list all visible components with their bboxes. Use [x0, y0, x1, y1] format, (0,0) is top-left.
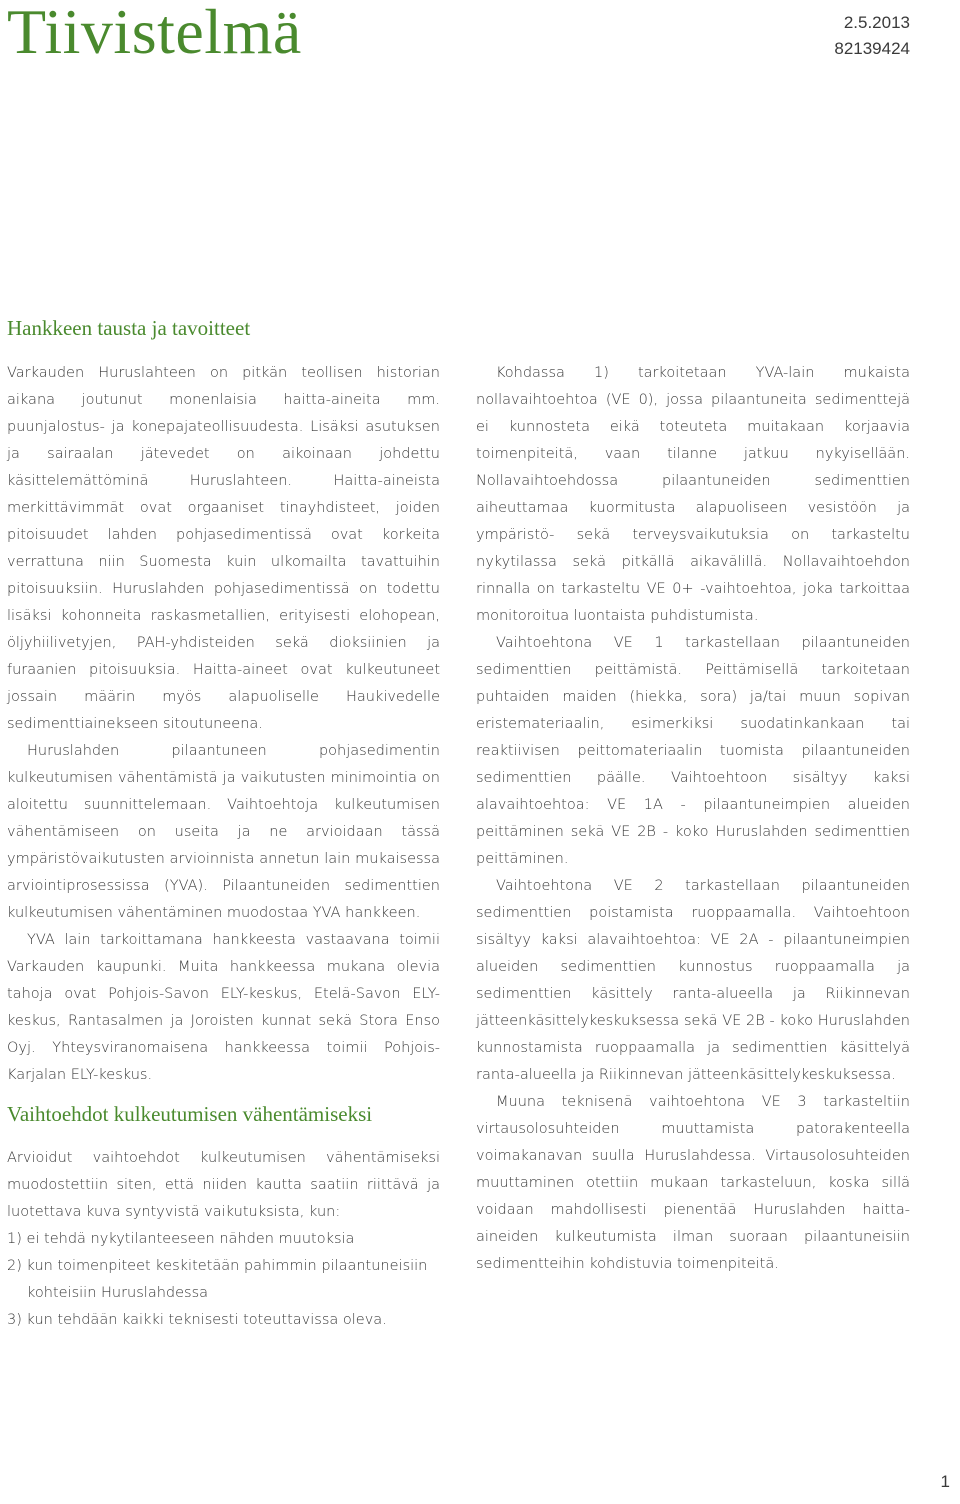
left-column-section1 — [7, 360, 440, 1089]
list-item-text: 3) kun tehdään kaikki teknisesti toteuttavissa oleva. — [7, 1312, 387, 1328]
list-item-text: 1) ei tehdä nykytilanteeseen nähden muutoksia — [7, 1231, 355, 1247]
paragraph: Kohdassa 1) tarkoitetaan YVA-lain mukaista nollavaihtoehtoa (VE 0), jossa pilaantuneita sedimenttejä ei kunnosteta eikä toteuteta muitakaan korjaavia toimenpiteitä, vaan tilanne jatkuu nykyisellään. Nollavaihtoehdossa pilaantuneiden sedimenttien aiheuttamaa kuormitusta alapuoliseen vesistöön ja ympäristö- sekä terveysvaikutuksia on tarkasteltu nykytilassa sekä pitkällä aikavälillä. Nollavaihtoehdon rinnalla on tarkasteltu VE 0+ -vaihtoehtoa, joka tarkoittaa monitoroitua luontaista puhdistumista. — [476, 365, 910, 624]
list-item — [7, 1307, 440, 1334]
document-date: 2.5.2013 — [843, 13, 910, 32]
paragraph: Arvioidut vaihtoehdot kulkeutumisen vähentämiseksi muodostettiin siten, että niiden kautta saatiin riittävä ja luotettava kuva syntyvistä vaikutuksista, kun: — [7, 1150, 440, 1220]
paragraph: Muuna teknisenä vaihtoehtona VE 3 tarkasteltiin virtausolosuhteiden muuttamista patorakenteella voimakanavan suulla Huruslahdessa. Virtausolosuhteiden muuttaminen otettiin mukaan tarkasteluun, koska sillä voidaan mahdollisesti pienentää Huruslahden haitta-aineiden kulkeutumista ilman suoraan pilaantuneisiin sedimentteihin kohdistuvia toimenpiteitä. — [476, 1094, 910, 1272]
page-number: 1 — [940, 1472, 950, 1491]
list-item — [7, 1253, 440, 1307]
document-meta — [834, 10, 910, 62]
paragraph: Varkauden Huruslahteen on pitkän teollisen historian aikana joutunut monenlaisia haitta-aineita mm. puunjalostus- ja konepajateollisuudesta. Lisäksi asutuksen ja sairaalan jätevedet on aikoinaan johdettu käsittelemättöminä Huruslahteen. Haitta-aineista merkittävimmät ovat orgaaniset tinayhdisteet, joiden pitoisuudet lahden pohjasedimentissä ovat korkeita verrattuna niin Suomesta kuin ulkomailta tavattuihin pitoisuuksiin. Huruslahden pohjasedimentissä on todettu lisäksi kohonneita raskasmetallien, erityisesti elohopean, öljyhiilivetyjen, PAH-yhdisteiden sekä dioksiinien ja furaanien pitoisuuksia. Haitta-aineet ovat kulkeutuneet jossain määrin myös alapuoliselle Haukivedelle sedimenttiainekseen sitoutuneena. — [7, 365, 440, 732]
section-heading-alternatives: Vaihtoehdot kulkeutumisen vähentämiseksi — [7, 1102, 373, 1126]
list-item-continuation: kohteisiin Huruslahdessa — [27, 1285, 209, 1301]
paragraph: Vaihtoehtona VE 1 tarkastellaan pilaantuneiden sedimenttien peittämistä. Peittämisellä tarkoitetaan puhtaiden maiden (hiekka, sora) ja/tai muun sopivan eristemateriaalin, esimerkiksi suodatinkankaan tai reaktiivisen peittomateriaalin tuomista pilaantuneiden sedimenttien päälle. Vaihtoehtoon sisältyy kaksi alavaihtoehtoa: VE 1A - pilaantuneimpien alueiden peittäminen sekä VE 2B - koko Huruslahden sedimenttien peittäminen. — [476, 635, 910, 867]
list-item-text: 2) kun toimenpiteet keskitetään pahimmin pilaantuneisiin — [7, 1258, 428, 1274]
paragraph: YVA lain tarkoittamana hankkeesta vastaavana toimii Varkauden kaupunki. Muita hankkeessa mukana olevia tahoja ovat Pohjois-Savon ELY-keskus, Etelä-Savon ELY-keskus, Rantasalmen ja Joroisten kunnat sekä Stora Enso Oyj. Yhteysviranomaisena hankkeessa toimii Pohjois-Karjalan ELY-keskus. — [7, 932, 440, 1083]
page-title: Tiivistelmä — [7, 0, 302, 67]
section-heading-background: Hankkeen tausta ja tavoitteet — [7, 316, 251, 340]
document-number: 82139424 — [834, 39, 910, 58]
list-item — [7, 1226, 440, 1253]
paragraph: Vaihtoehtona VE 2 tarkastellaan pilaantuneiden sedimenttien poistamista ruoppaamalla. Vaihtoehtoon sisältyy kaksi alavaihtoehtoa: VE 2A - pilaantuneimpien alueiden sedimenttien kunnostus ruoppaamalla ja sedimenttien käsittely ranta-alueella ja Riikinnevan jätteenkäsittelykeskuksessa sekä VE 2B - koko Huruslahden kunnostamista ruoppaamalla ja sedimenttien käsittelyä ranta-alueella ja Riikinnevan jätteenkäsittelykeskuksessa. — [476, 878, 910, 1083]
left-column-section2 — [7, 1145, 440, 1334]
right-column — [476, 360, 910, 1278]
paragraph: Huruslahden pilaantuneen pohjasedimentin kulkeutumisen vähentämistä ja vaikutusten minimointia on aloitettu suunnittelemaan. Vaihtoehtoja kulkeutumisen vähentämiseen on useita ja ne arvioidaan tässä ympäristövaikutusten arvioinnista annetun lain mukaisessa arviointiprosessissa (YVA). Pilaantuneiden sedimenttien kulkeutumisen vähentäminen muodostaa YVA hankkeen. — [7, 743, 440, 921]
alternatives-list — [7, 1226, 440, 1334]
